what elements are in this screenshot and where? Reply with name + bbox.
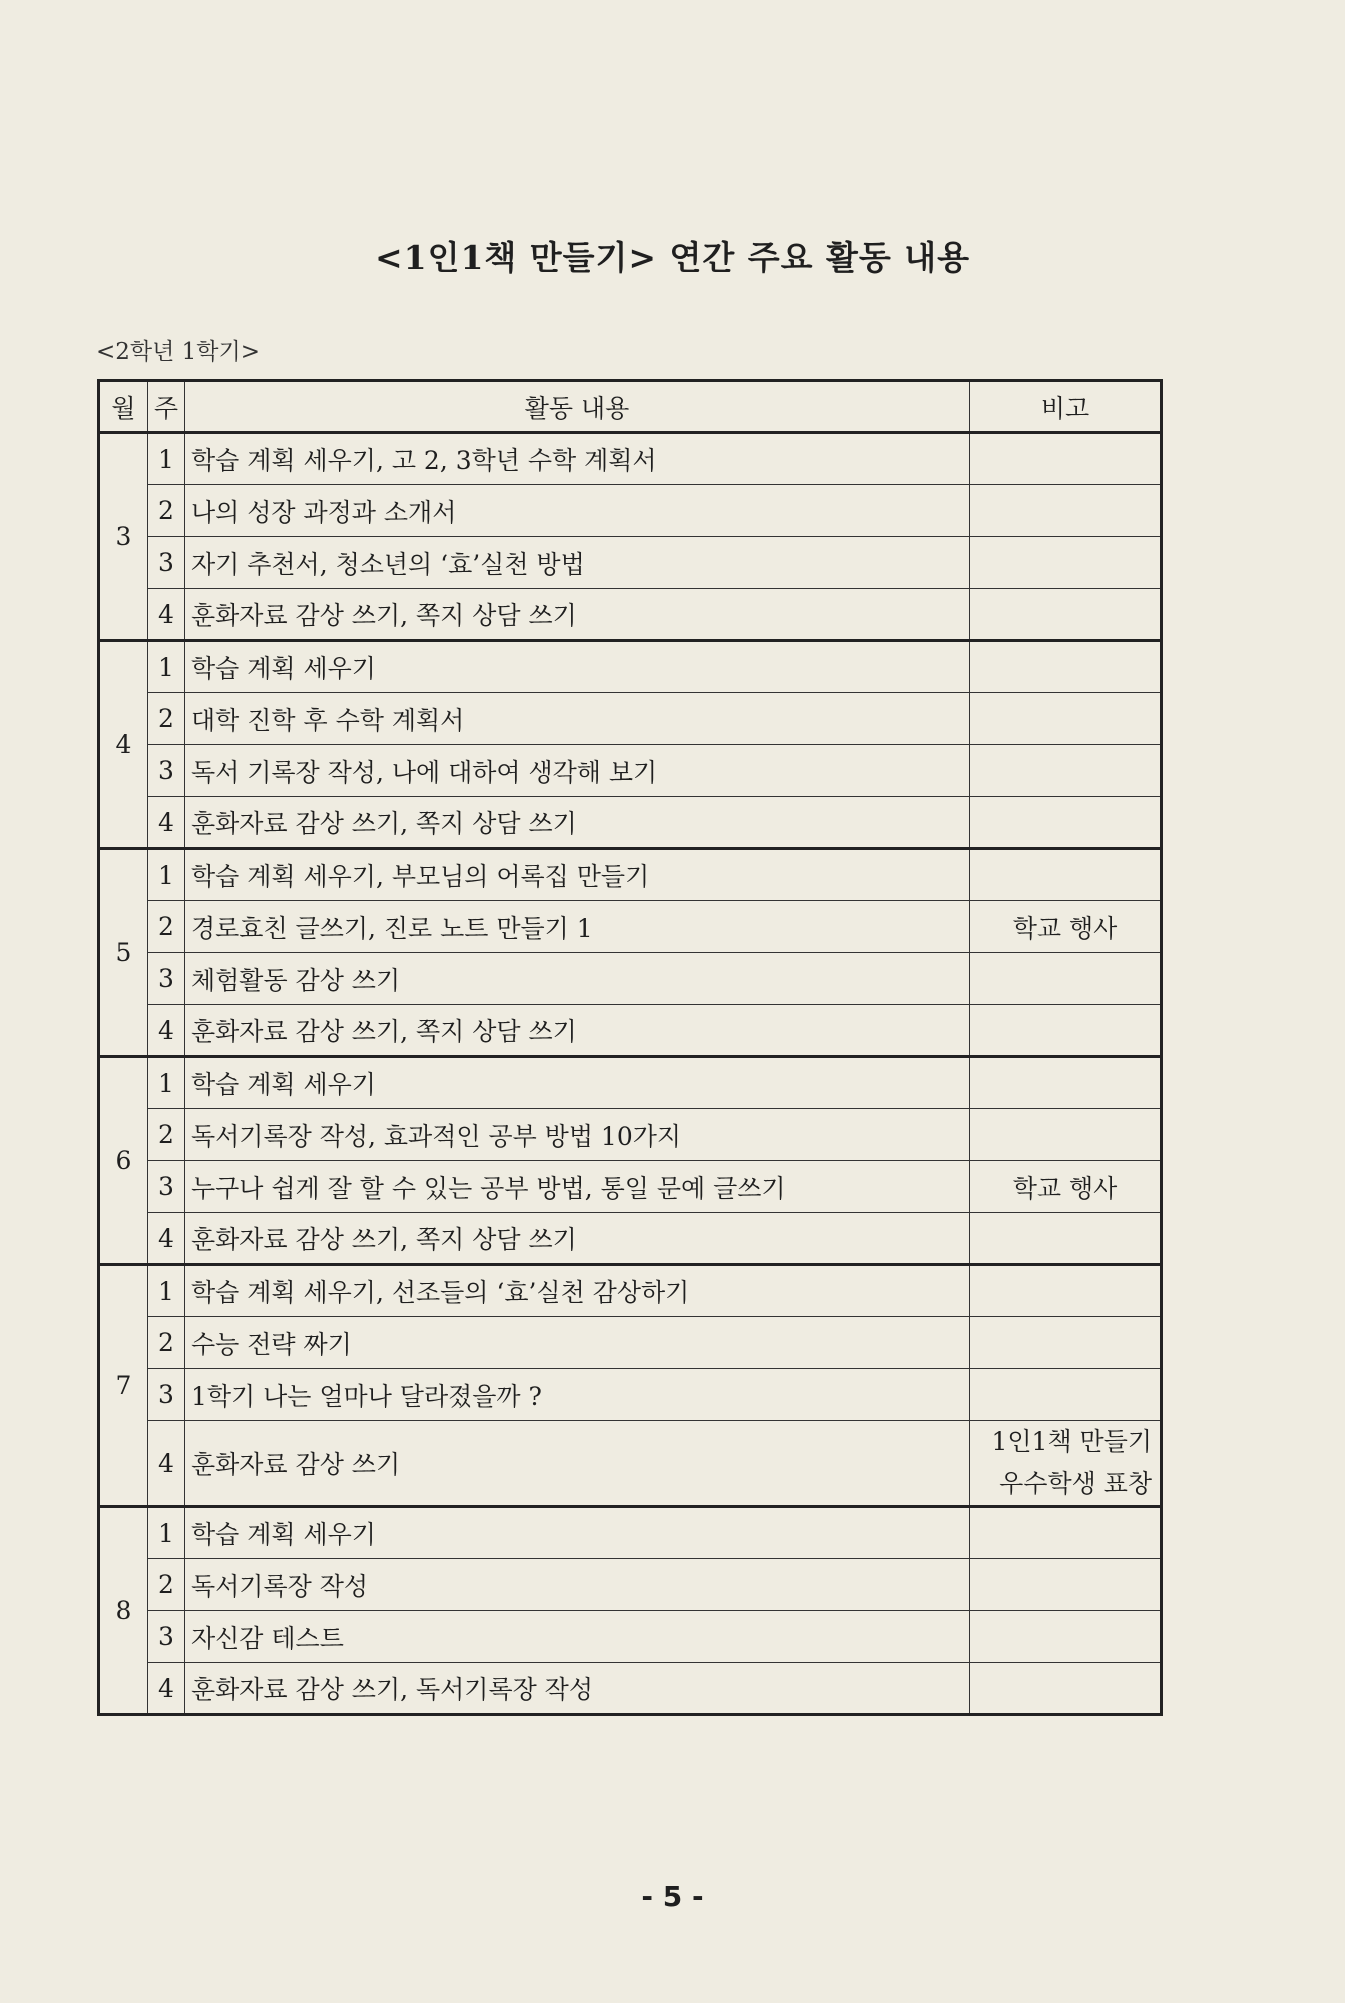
week-cell: 1 (148, 1057, 185, 1109)
header-note: 비고 (970, 381, 1162, 433)
note-cell (970, 1213, 1162, 1265)
table-row (99, 1161, 1162, 1213)
note-cell (970, 953, 1162, 1005)
table-row (99, 1663, 1162, 1715)
table-row (99, 901, 1162, 953)
table-row (99, 849, 1162, 901)
table-row (99, 1213, 1162, 1265)
content-cell: 누구나 쉽게 잘 할 수 있는 공부 방법, 통일 문예 글쓰기 (185, 1161, 970, 1213)
week-cell: 4 (148, 1005, 185, 1057)
page-number: - 5 - (641, 1880, 704, 1913)
week-cell: 2 (148, 1109, 185, 1161)
content-cell: 자기 추천서, 청소년의 ‘효’실천 방법 (185, 537, 970, 589)
content-cell: 훈화자료 감상 쓰기 (185, 1421, 970, 1507)
note-cell (970, 1109, 1162, 1161)
note-cell (970, 745, 1162, 797)
content-cell: 훈화자료 감상 쓰기, 쪽지 상담 쓰기 (185, 589, 970, 641)
table-row (99, 485, 1162, 537)
table-row (99, 1005, 1162, 1057)
month-cell: 7 (99, 1265, 148, 1507)
header-month: 월 (99, 381, 148, 433)
table-row (99, 693, 1162, 745)
month-cell: 3 (99, 433, 148, 641)
content-cell: 학습 계획 세우기, 부모님의 어록집 만들기 (185, 849, 970, 901)
content-cell: 독서기록장 작성, 효과적인 공부 방법 10가지 (185, 1109, 970, 1161)
week-cell: 1 (148, 849, 185, 901)
note-cell: 학교 행사 (970, 1161, 1162, 1213)
content-cell: 훈화자료 감상 쓰기, 쪽지 상담 쓰기 (185, 1213, 970, 1265)
note-cell (970, 1421, 1162, 1507)
page-title: <1인1책 만들기> 연간 주요 활동 내용 (374, 238, 971, 277)
content-cell: 수능 전략 짜기 (185, 1317, 970, 1369)
note-cell (970, 589, 1162, 641)
week-cell: 4 (148, 1663, 185, 1715)
week-cell: 2 (148, 1559, 185, 1611)
content-cell: 학습 계획 세우기 (185, 641, 970, 693)
semester-label: <2학년 1학기> (96, 339, 260, 365)
month-cell: 6 (99, 1057, 148, 1265)
week-cell: 2 (148, 901, 185, 953)
content-cell: 나의 성장 과정과 소개서 (185, 485, 970, 537)
week-cell: 1 (148, 1507, 185, 1559)
note-cell (970, 485, 1162, 537)
note-cell (970, 1507, 1162, 1559)
week-cell: 4 (148, 797, 185, 849)
content-cell: 체험활동 감상 쓰기 (185, 953, 970, 1005)
week-cell: 3 (148, 953, 185, 1005)
week-cell: 2 (148, 693, 185, 745)
table-row (99, 433, 1162, 485)
content-cell: 대학 진학 후 수학 계획서 (185, 693, 970, 745)
week-cell: 4 (148, 1213, 185, 1265)
note-cell (970, 1317, 1162, 1369)
content-cell: 독서기록장 작성 (185, 1559, 970, 1611)
week-cell: 1 (148, 433, 185, 485)
table-row (99, 953, 1162, 1005)
week-cell: 2 (148, 1317, 185, 1369)
table-row (99, 589, 1162, 641)
table-row (99, 1109, 1162, 1161)
month-cell: 5 (99, 849, 148, 1057)
table-row (99, 745, 1162, 797)
header-week: 주 (148, 381, 185, 433)
content-cell: 자신감 테스트 (185, 1611, 970, 1663)
week-cell: 3 (148, 745, 185, 797)
week-cell: 3 (148, 537, 185, 589)
note-line: 우수학생 표창 (999, 1469, 1152, 1498)
note-cell (970, 1265, 1162, 1317)
note-cell (970, 693, 1162, 745)
content-cell: 훈화자료 감상 쓰기, 독서기록장 작성 (185, 1663, 970, 1715)
week-cell: 4 (148, 589, 185, 641)
table-row (99, 1265, 1162, 1317)
note-cell (970, 1663, 1162, 1715)
week-cell: 3 (148, 1611, 185, 1663)
content-cell: 경로효친 글쓰기, 진로 노트 만들기 1 (185, 901, 970, 953)
week-cell: 1 (148, 641, 185, 693)
table-row (99, 1317, 1162, 1369)
content-cell: 학습 계획 세우기 (185, 1507, 970, 1559)
note-cell (970, 537, 1162, 589)
content-cell: 독서 기록장 작성, 나에 대하여 생각해 보기 (185, 745, 970, 797)
month-cell: 4 (99, 641, 148, 849)
content-cell: 훈화자료 감상 쓰기, 쪽지 상담 쓰기 (185, 1005, 970, 1057)
table-row (99, 1369, 1162, 1421)
table-row (99, 1559, 1162, 1611)
content-cell: 훈화자료 감상 쓰기, 쪽지 상담 쓰기 (185, 797, 970, 849)
note-cell (970, 1559, 1162, 1611)
table-row (99, 1421, 1162, 1507)
note-cell (970, 797, 1162, 849)
table-row (99, 537, 1162, 589)
week-cell: 2 (148, 485, 185, 537)
note-cell (970, 1611, 1162, 1663)
content-cell: 학습 계획 세우기, 선조들의 ‘효’실천 감상하기 (185, 1265, 970, 1317)
content-cell: 학습 계획 세우기 (185, 1057, 970, 1109)
table-row (99, 641, 1162, 693)
note-cell (970, 1057, 1162, 1109)
table-row (99, 1611, 1162, 1663)
note-cell (970, 641, 1162, 693)
note-cell: 학교 행사 (970, 901, 1162, 953)
table-row (99, 1057, 1162, 1109)
activity-table (97, 379, 1163, 1716)
week-cell: 3 (148, 1161, 185, 1213)
table-row (99, 1507, 1162, 1559)
week-cell: 1 (148, 1265, 185, 1317)
content-cell: 학습 계획 세우기, 고 2, 3학년 수학 계획서 (185, 433, 970, 485)
note-cell (970, 1369, 1162, 1421)
header-content: 활동 내용 (185, 381, 970, 433)
note-cell (970, 433, 1162, 485)
content-cell: 1학기 나는 얼마나 달라졌을까 ? (185, 1369, 970, 1421)
note-cell (970, 849, 1162, 901)
week-cell: 3 (148, 1369, 185, 1421)
note-cell (970, 1005, 1162, 1057)
week-cell: 4 (148, 1421, 185, 1507)
table-row (99, 797, 1162, 849)
note-line: 1인1책 만들기 (991, 1427, 1152, 1456)
month-cell: 8 (99, 1507, 148, 1715)
table-header-row (99, 381, 1162, 433)
